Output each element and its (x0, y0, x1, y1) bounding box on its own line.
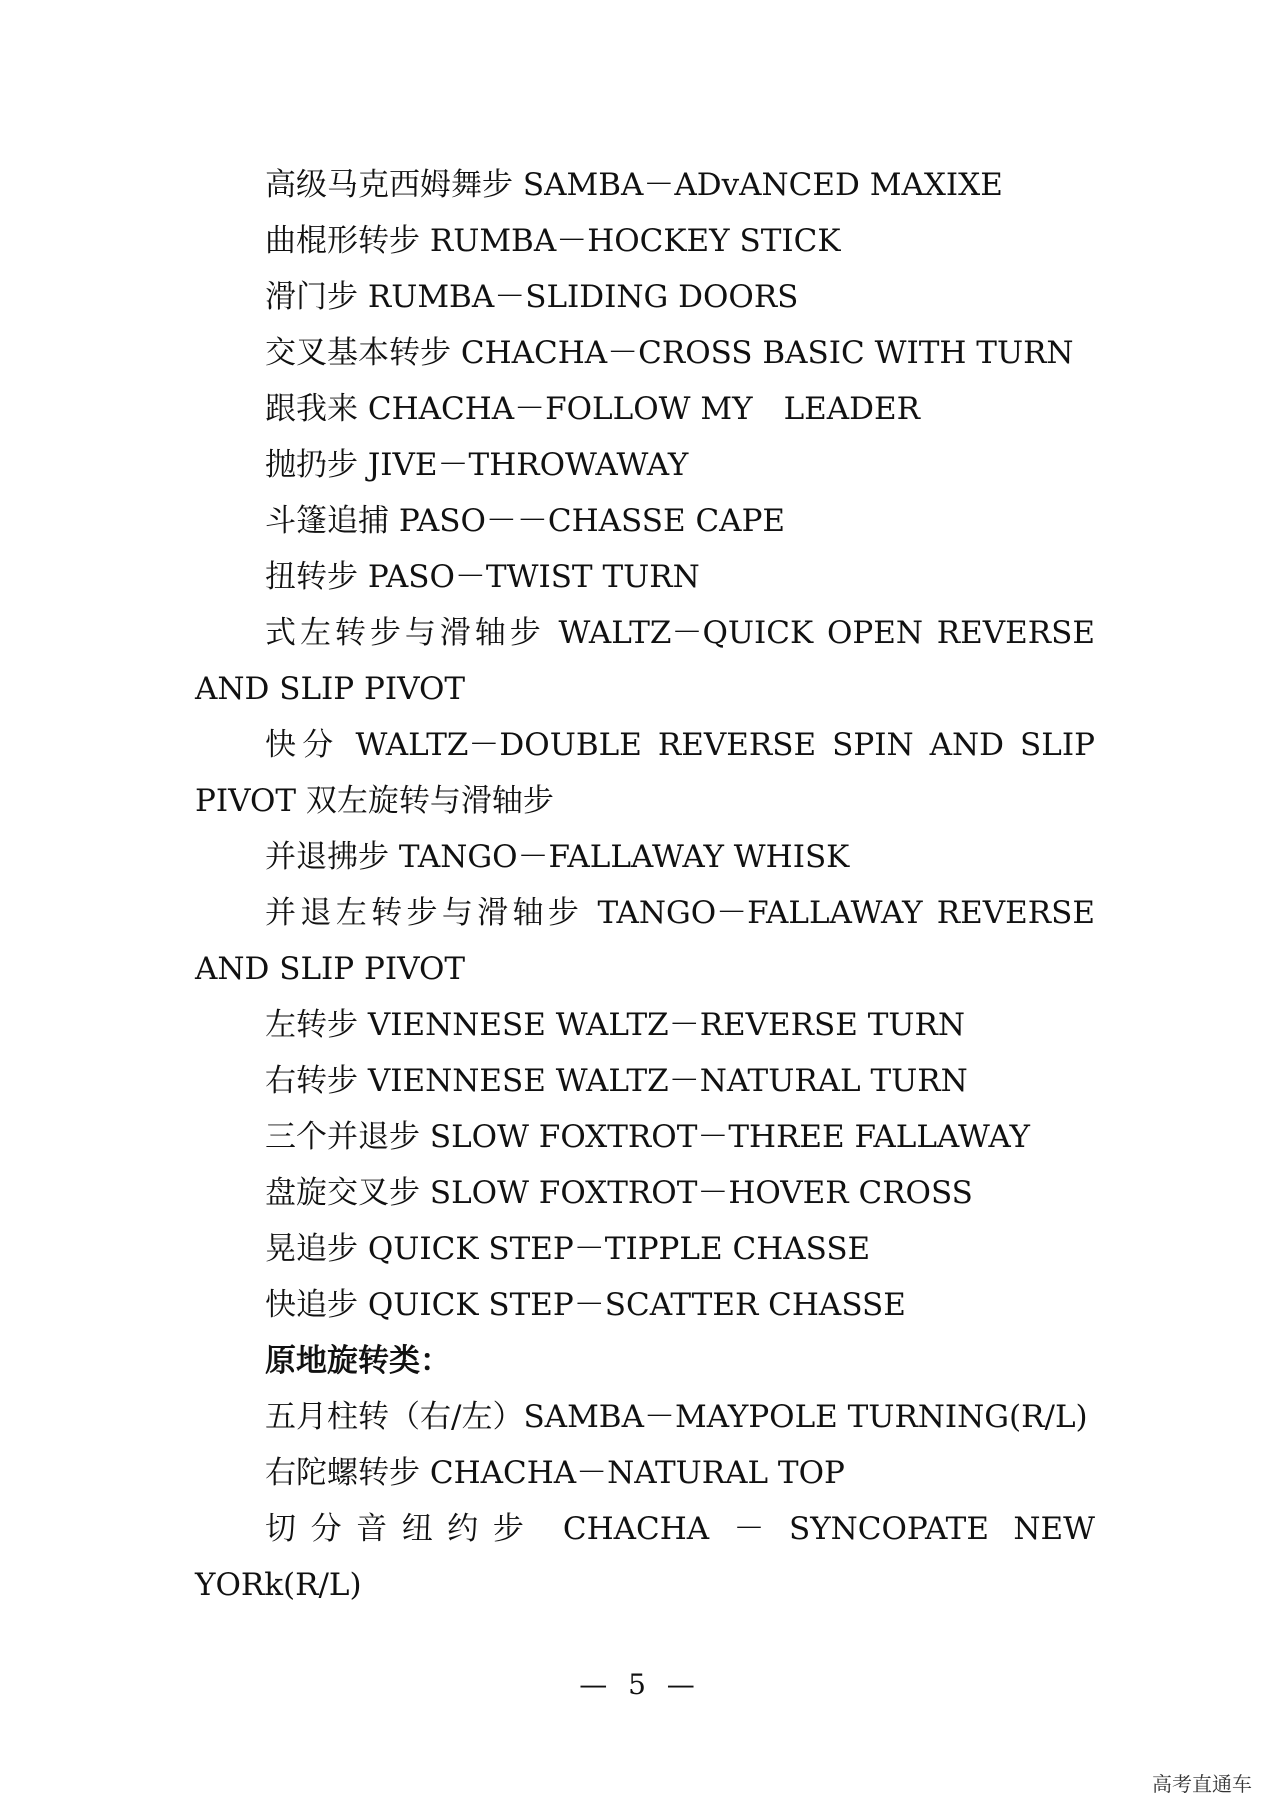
text-line: YORk(R/L) (195, 1567, 362, 1603)
text-line: 左转步 VIENNESE WALTZ－REVERSE TURN (265, 1007, 966, 1043)
text-line: 高级马克西姆舞步 SAMBA－ADvANCED MAXIXE (265, 167, 1003, 203)
text-line: 切分音纽约步 CHACHA － SYNCOPATE NEW (265, 1511, 1095, 1547)
watermark-text: 高考直通车 (1152, 1772, 1252, 1796)
text-line: 斗篷追捕 PASO－－CHASSE CAPE (265, 503, 786, 539)
text-line: 并退左转步与滑轴步 TANGO－FALLAWAY REVERSE (265, 895, 1095, 931)
text-line: 并退拂步 TANGO－FALLAWAY WHISK (265, 839, 850, 875)
text-line: 扭转步 PASO－TWIST TURN (265, 559, 700, 595)
document-body (195, 157, 1095, 1613)
text-line: 右陀螺转步 CHACHA－NATURAL TOP (265, 1455, 845, 1491)
text-line: 三个并退步 SLOW FOXTROT－THREE FALLAWAY (265, 1119, 1030, 1155)
text-line: 滑门步 RUMBA－SLIDING DOORS (265, 279, 799, 315)
text-line: 右转步 VIENNESE WALTZ－NATURAL TURN (265, 1063, 968, 1099)
text-line: 式左转步与滑轴步 WALTZ－QUICK OPEN REVERSE (265, 615, 1095, 651)
text-line: 五月柱转（右/左）SAMBA－MAYPOLE TURNING(R/L) (265, 1399, 1088, 1435)
text-line: 快追步 QUICK STEP－SCATTER CHASSE (265, 1287, 906, 1323)
text-line: 交叉基本转步 CHACHA－CROSS BASIC WITH TURN (265, 335, 1074, 371)
page-number: — 5 — (579, 1668, 701, 1701)
text-line: PIVOT 双左旋转与滑轴步 (195, 783, 554, 819)
section-heading: 原地旋转类： (265, 1343, 451, 1379)
text-line: 盘旋交叉步 SLOW FOXTROT－HOVER CROSS (265, 1175, 973, 1211)
text-line: 曲棍形转步 RUMBA－HOCKEY STICK (265, 223, 841, 259)
text-line: AND SLIP PIVOT (195, 951, 466, 987)
text-line: 抛扔步 JIVE－THROWAWAY (265, 447, 689, 483)
text-line: 晃追步 QUICK STEP－TIPPLE CHASSE (265, 1231, 871, 1267)
text-line: 快分 WALTZ－DOUBLE REVERSE SPIN AND SLIP (265, 727, 1095, 763)
text-line: 跟我来 CHACHA－FOLLOW MY LEADER (265, 391, 920, 427)
text-line: AND SLIP PIVOT (195, 671, 466, 707)
